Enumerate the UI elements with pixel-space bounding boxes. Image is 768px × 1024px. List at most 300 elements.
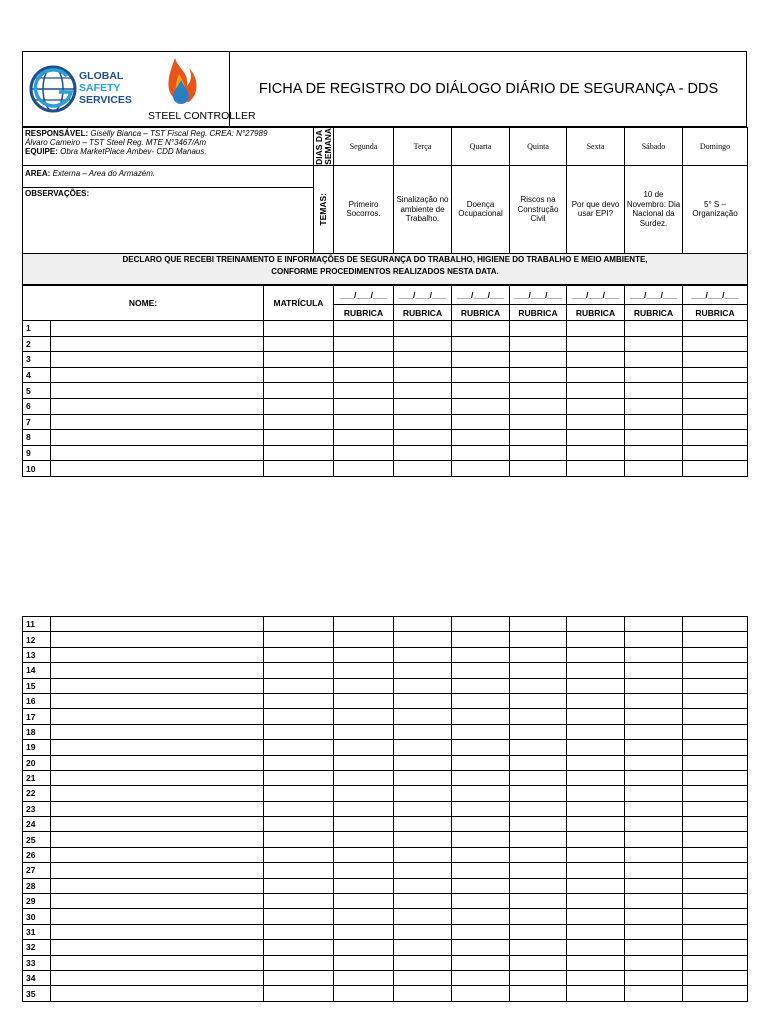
rubrica-segunda[interactable] bbox=[334, 755, 394, 770]
rubrica-quarta[interactable] bbox=[452, 801, 510, 816]
name-field[interactable] bbox=[51, 414, 264, 430]
rubrica-sexta[interactable] bbox=[567, 770, 625, 785]
rubrica-sexta[interactable] bbox=[567, 909, 625, 924]
rubrica-sabado[interactable] bbox=[625, 724, 683, 739]
matricula-field[interactable] bbox=[264, 367, 334, 383]
rubrica-terca[interactable] bbox=[394, 430, 452, 446]
name-field[interactable] bbox=[51, 445, 264, 461]
name-field[interactable] bbox=[51, 321, 264, 337]
rubrica-domingo[interactable] bbox=[683, 336, 748, 352]
matricula-field[interactable] bbox=[264, 924, 334, 939]
rubrica-domingo[interactable] bbox=[683, 632, 748, 647]
rubrica-sabado[interactable] bbox=[625, 894, 683, 909]
rubrica-sabado[interactable] bbox=[625, 352, 683, 368]
rubrica-terca[interactable] bbox=[394, 786, 452, 801]
rubrica-sabado[interactable] bbox=[625, 909, 683, 924]
name-field[interactable] bbox=[51, 970, 264, 985]
rubrica-domingo[interactable] bbox=[683, 430, 748, 446]
rubrica-terca[interactable] bbox=[394, 940, 452, 955]
matricula-field[interactable] bbox=[264, 709, 334, 724]
rubrica-sexta[interactable] bbox=[567, 786, 625, 801]
matricula-field[interactable] bbox=[264, 321, 334, 337]
rubrica-sexta[interactable] bbox=[567, 724, 625, 739]
rubrica-segunda[interactable] bbox=[334, 398, 394, 414]
rubrica-quarta[interactable] bbox=[452, 445, 510, 461]
matricula-field[interactable] bbox=[264, 647, 334, 662]
rubrica-terca[interactable] bbox=[394, 955, 452, 970]
rubrica-terca[interactable] bbox=[394, 336, 452, 352]
rubrica-sabado[interactable] bbox=[625, 986, 683, 1001]
rubrica-sabado[interactable] bbox=[625, 878, 683, 893]
rubrica-terca[interactable] bbox=[394, 847, 452, 862]
rubrica-sabado[interactable] bbox=[625, 461, 683, 477]
rubrica-terca[interactable] bbox=[394, 878, 452, 893]
rubrica-sexta[interactable] bbox=[567, 632, 625, 647]
rubrica-sexta[interactable] bbox=[567, 367, 625, 383]
rubrica-quarta[interactable] bbox=[452, 430, 510, 446]
rubrica-sabado[interactable] bbox=[625, 970, 683, 985]
rubrica-quinta[interactable] bbox=[510, 770, 567, 785]
rubrica-segunda[interactable] bbox=[334, 801, 394, 816]
rubrica-sexta[interactable] bbox=[567, 430, 625, 446]
rubrica-domingo[interactable] bbox=[683, 955, 748, 970]
rubrica-sabado[interactable] bbox=[625, 321, 683, 337]
rubrica-segunda[interactable] bbox=[334, 955, 394, 970]
date-field-segunda[interactable]: ___/___/___ bbox=[334, 285, 394, 305]
rubrica-segunda[interactable] bbox=[334, 693, 394, 708]
rubrica-domingo[interactable] bbox=[683, 817, 748, 832]
rubrica-sexta[interactable] bbox=[567, 647, 625, 662]
matricula-field[interactable] bbox=[264, 770, 334, 785]
rubrica-quarta[interactable] bbox=[452, 740, 510, 755]
rubrica-segunda[interactable] bbox=[334, 832, 394, 847]
name-field[interactable] bbox=[51, 367, 264, 383]
rubrica-quinta[interactable] bbox=[510, 709, 567, 724]
rubrica-quarta[interactable] bbox=[452, 878, 510, 893]
matricula-field[interactable] bbox=[264, 724, 334, 739]
rubrica-sabado[interactable] bbox=[625, 445, 683, 461]
rubrica-domingo[interactable] bbox=[683, 367, 748, 383]
rubrica-quinta[interactable] bbox=[510, 336, 567, 352]
rubrica-quinta[interactable] bbox=[510, 321, 567, 337]
name-field[interactable] bbox=[51, 894, 264, 909]
name-field[interactable] bbox=[51, 817, 264, 832]
rubrica-segunda[interactable] bbox=[334, 367, 394, 383]
rubrica-segunda[interactable] bbox=[334, 924, 394, 939]
rubrica-sabado[interactable] bbox=[625, 924, 683, 939]
rubrica-terca[interactable] bbox=[394, 321, 452, 337]
rubrica-sabado[interactable] bbox=[625, 632, 683, 647]
rubrica-sexta[interactable] bbox=[567, 847, 625, 862]
matricula-field[interactable] bbox=[264, 445, 334, 461]
rubrica-sabado[interactable] bbox=[625, 955, 683, 970]
rubrica-terca[interactable] bbox=[394, 970, 452, 985]
rubrica-segunda[interactable] bbox=[334, 709, 394, 724]
rubrica-terca[interactable] bbox=[394, 383, 452, 399]
rubrica-quinta[interactable] bbox=[510, 430, 567, 446]
name-field[interactable] bbox=[51, 383, 264, 399]
rubrica-quarta[interactable] bbox=[452, 352, 510, 368]
rubrica-quinta[interactable] bbox=[510, 847, 567, 862]
rubrica-domingo[interactable] bbox=[683, 617, 748, 632]
matricula-field[interactable] bbox=[264, 847, 334, 862]
rubrica-quinta[interactable] bbox=[510, 894, 567, 909]
rubrica-sabado[interactable] bbox=[625, 693, 683, 708]
rubrica-quarta[interactable] bbox=[452, 632, 510, 647]
rubrica-sexta[interactable] bbox=[567, 383, 625, 399]
rubrica-domingo[interactable] bbox=[683, 801, 748, 816]
rubrica-quarta[interactable] bbox=[452, 414, 510, 430]
rubrica-quinta[interactable] bbox=[510, 632, 567, 647]
rubrica-terca[interactable] bbox=[394, 617, 452, 632]
rubrica-sexta[interactable] bbox=[567, 678, 625, 693]
rubrica-quarta[interactable] bbox=[452, 986, 510, 1001]
rubrica-quarta[interactable] bbox=[452, 647, 510, 662]
rubrica-quinta[interactable] bbox=[510, 367, 567, 383]
rubrica-quinta[interactable] bbox=[510, 940, 567, 955]
matricula-field[interactable] bbox=[264, 461, 334, 477]
rubrica-domingo[interactable] bbox=[683, 709, 748, 724]
rubrica-segunda[interactable] bbox=[334, 909, 394, 924]
name-field[interactable] bbox=[51, 352, 264, 368]
rubrica-quinta[interactable] bbox=[510, 352, 567, 368]
rubrica-segunda[interactable] bbox=[334, 430, 394, 446]
rubrica-segunda[interactable] bbox=[334, 678, 394, 693]
rubrica-domingo[interactable] bbox=[683, 894, 748, 909]
name-field[interactable] bbox=[51, 724, 264, 739]
rubrica-quarta[interactable] bbox=[452, 398, 510, 414]
rubrica-terca[interactable] bbox=[394, 693, 452, 708]
rubrica-sexta[interactable] bbox=[567, 693, 625, 708]
name-field[interactable] bbox=[51, 678, 264, 693]
rubrica-segunda[interactable] bbox=[334, 724, 394, 739]
name-field[interactable] bbox=[51, 832, 264, 847]
name-field[interactable] bbox=[51, 786, 264, 801]
rubrica-sabado[interactable] bbox=[625, 398, 683, 414]
rubrica-terca[interactable] bbox=[394, 445, 452, 461]
rubrica-quinta[interactable] bbox=[510, 693, 567, 708]
rubrica-sexta[interactable] bbox=[567, 863, 625, 878]
rubrica-sexta[interactable] bbox=[567, 740, 625, 755]
matricula-field[interactable] bbox=[264, 678, 334, 693]
matricula-field[interactable] bbox=[264, 755, 334, 770]
rubrica-terca[interactable] bbox=[394, 755, 452, 770]
name-field[interactable] bbox=[51, 924, 264, 939]
rubrica-sexta[interactable] bbox=[567, 755, 625, 770]
matricula-field[interactable] bbox=[264, 970, 334, 985]
rubrica-sexta[interactable] bbox=[567, 986, 625, 1001]
rubrica-sexta[interactable] bbox=[567, 414, 625, 430]
rubrica-segunda[interactable] bbox=[334, 786, 394, 801]
rubrica-domingo[interactable] bbox=[683, 940, 748, 955]
date-field-sexta[interactable]: ___/___/___ bbox=[567, 285, 625, 305]
rubrica-terca[interactable] bbox=[394, 367, 452, 383]
rubrica-quarta[interactable] bbox=[452, 336, 510, 352]
rubrica-sexta[interactable] bbox=[567, 940, 625, 955]
rubrica-quinta[interactable] bbox=[510, 398, 567, 414]
name-field[interactable] bbox=[51, 709, 264, 724]
rubrica-segunda[interactable] bbox=[334, 878, 394, 893]
rubrica-terca[interactable] bbox=[394, 632, 452, 647]
rubrica-quarta[interactable] bbox=[452, 909, 510, 924]
matricula-field[interactable] bbox=[264, 740, 334, 755]
name-field[interactable] bbox=[51, 461, 264, 477]
rubrica-sexta[interactable] bbox=[567, 663, 625, 678]
name-field[interactable] bbox=[51, 740, 264, 755]
rubrica-domingo[interactable] bbox=[683, 663, 748, 678]
matricula-field[interactable] bbox=[264, 414, 334, 430]
rubrica-sexta[interactable] bbox=[567, 970, 625, 985]
rubrica-quinta[interactable] bbox=[510, 647, 567, 662]
rubrica-segunda[interactable] bbox=[334, 770, 394, 785]
rubrica-terca[interactable] bbox=[394, 909, 452, 924]
rubrica-quinta[interactable] bbox=[510, 617, 567, 632]
rubrica-segunda[interactable] bbox=[334, 445, 394, 461]
rubrica-sexta[interactable] bbox=[567, 617, 625, 632]
rubrica-sabado[interactable] bbox=[625, 663, 683, 678]
rubrica-sexta[interactable] bbox=[567, 461, 625, 477]
rubrica-domingo[interactable] bbox=[683, 724, 748, 739]
rubrica-terca[interactable] bbox=[394, 770, 452, 785]
name-field[interactable] bbox=[51, 755, 264, 770]
rubrica-quinta[interactable] bbox=[510, 817, 567, 832]
rubrica-quinta[interactable] bbox=[510, 383, 567, 399]
matricula-field[interactable] bbox=[264, 336, 334, 352]
rubrica-segunda[interactable] bbox=[334, 986, 394, 1001]
date-field-sabado[interactable]: ___/___/___ bbox=[625, 285, 683, 305]
rubrica-quarta[interactable] bbox=[452, 755, 510, 770]
matricula-field[interactable] bbox=[264, 863, 334, 878]
rubrica-quarta[interactable] bbox=[452, 617, 510, 632]
rubrica-sabado[interactable] bbox=[625, 832, 683, 847]
rubrica-domingo[interactable] bbox=[683, 786, 748, 801]
rubrica-sabado[interactable] bbox=[625, 336, 683, 352]
rubrica-terca[interactable] bbox=[394, 352, 452, 368]
rubrica-quarta[interactable] bbox=[452, 663, 510, 678]
rubrica-segunda[interactable] bbox=[334, 461, 394, 477]
name-field[interactable] bbox=[51, 863, 264, 878]
matricula-field[interactable] bbox=[264, 955, 334, 970]
rubrica-segunda[interactable] bbox=[334, 352, 394, 368]
rubrica-domingo[interactable] bbox=[683, 740, 748, 755]
matricula-field[interactable] bbox=[264, 398, 334, 414]
rubrica-segunda[interactable] bbox=[334, 383, 394, 399]
matricula-field[interactable] bbox=[264, 801, 334, 816]
name-field[interactable] bbox=[51, 847, 264, 862]
rubrica-quarta[interactable] bbox=[452, 863, 510, 878]
rubrica-terca[interactable] bbox=[394, 924, 452, 939]
rubrica-segunda[interactable] bbox=[334, 970, 394, 985]
rubrica-sexta[interactable] bbox=[567, 398, 625, 414]
rubrica-terca[interactable] bbox=[394, 414, 452, 430]
matricula-field[interactable] bbox=[264, 986, 334, 1001]
name-field[interactable] bbox=[51, 663, 264, 678]
rubrica-sexta[interactable] bbox=[567, 352, 625, 368]
rubrica-quarta[interactable] bbox=[452, 693, 510, 708]
rubrica-quarta[interactable] bbox=[452, 724, 510, 739]
rubrica-domingo[interactable] bbox=[683, 986, 748, 1001]
rubrica-sexta[interactable] bbox=[567, 924, 625, 939]
rubrica-sexta[interactable] bbox=[567, 817, 625, 832]
rubrica-quarta[interactable] bbox=[452, 678, 510, 693]
name-field[interactable] bbox=[51, 955, 264, 970]
rubrica-domingo[interactable] bbox=[683, 398, 748, 414]
date-field-terca[interactable]: ___/___/___ bbox=[394, 285, 452, 305]
matricula-field[interactable] bbox=[264, 894, 334, 909]
rubrica-sabado[interactable] bbox=[625, 678, 683, 693]
rubrica-quinta[interactable] bbox=[510, 678, 567, 693]
rubrica-quinta[interactable] bbox=[510, 878, 567, 893]
rubrica-sabado[interactable] bbox=[625, 383, 683, 399]
rubrica-sabado[interactable] bbox=[625, 786, 683, 801]
rubrica-sabado[interactable] bbox=[625, 414, 683, 430]
rubrica-terca[interactable] bbox=[394, 647, 452, 662]
rubrica-segunda[interactable] bbox=[334, 321, 394, 337]
name-field[interactable] bbox=[51, 398, 264, 414]
rubrica-segunda[interactable] bbox=[334, 940, 394, 955]
name-field[interactable] bbox=[51, 909, 264, 924]
rubrica-sexta[interactable] bbox=[567, 321, 625, 337]
rubrica-quarta[interactable] bbox=[452, 894, 510, 909]
rubrica-domingo[interactable] bbox=[683, 693, 748, 708]
rubrica-sabado[interactable] bbox=[625, 863, 683, 878]
rubrica-segunda[interactable] bbox=[334, 740, 394, 755]
name-field[interactable] bbox=[51, 770, 264, 785]
rubrica-quinta[interactable] bbox=[510, 909, 567, 924]
rubrica-domingo[interactable] bbox=[683, 678, 748, 693]
rubrica-quarta[interactable] bbox=[452, 786, 510, 801]
matricula-field[interactable] bbox=[264, 352, 334, 368]
rubrica-terca[interactable] bbox=[394, 724, 452, 739]
rubrica-domingo[interactable] bbox=[683, 970, 748, 985]
rubrica-sabado[interactable] bbox=[625, 647, 683, 662]
rubrica-sabado[interactable] bbox=[625, 617, 683, 632]
rubrica-quarta[interactable] bbox=[452, 817, 510, 832]
rubrica-domingo[interactable] bbox=[683, 847, 748, 862]
name-field[interactable] bbox=[51, 647, 264, 662]
rubrica-terca[interactable] bbox=[394, 801, 452, 816]
matricula-field[interactable] bbox=[264, 632, 334, 647]
rubrica-segunda[interactable] bbox=[334, 414, 394, 430]
matricula-field[interactable] bbox=[264, 663, 334, 678]
rubrica-terca[interactable] bbox=[394, 817, 452, 832]
rubrica-domingo[interactable] bbox=[683, 321, 748, 337]
rubrica-domingo[interactable] bbox=[683, 383, 748, 399]
rubrica-quinta[interactable] bbox=[510, 445, 567, 461]
date-field-quinta[interactable]: ___/___/___ bbox=[510, 285, 567, 305]
rubrica-domingo[interactable] bbox=[683, 770, 748, 785]
rubrica-segunda[interactable] bbox=[334, 847, 394, 862]
rubrica-segunda[interactable] bbox=[334, 817, 394, 832]
rubrica-sabado[interactable] bbox=[625, 801, 683, 816]
rubrica-terca[interactable] bbox=[394, 663, 452, 678]
rubrica-segunda[interactable] bbox=[334, 617, 394, 632]
rubrica-terca[interactable] bbox=[394, 832, 452, 847]
name-field[interactable] bbox=[51, 632, 264, 647]
rubrica-domingo[interactable] bbox=[683, 647, 748, 662]
rubrica-segunda[interactable] bbox=[334, 863, 394, 878]
rubrica-sabado[interactable] bbox=[625, 430, 683, 446]
rubrica-sabado[interactable] bbox=[625, 367, 683, 383]
date-field-quarta[interactable]: ___/___/___ bbox=[452, 285, 510, 305]
name-field[interactable] bbox=[51, 986, 264, 1001]
rubrica-domingo[interactable] bbox=[683, 909, 748, 924]
rubrica-quarta[interactable] bbox=[452, 770, 510, 785]
rubrica-domingo[interactable] bbox=[683, 414, 748, 430]
name-field[interactable] bbox=[51, 801, 264, 816]
rubrica-sexta[interactable] bbox=[567, 709, 625, 724]
rubrica-quarta[interactable] bbox=[452, 832, 510, 847]
rubrica-sabado[interactable] bbox=[625, 755, 683, 770]
matricula-field[interactable] bbox=[264, 909, 334, 924]
rubrica-quarta[interactable] bbox=[452, 847, 510, 862]
rubrica-quarta[interactable] bbox=[452, 955, 510, 970]
matricula-field[interactable] bbox=[264, 786, 334, 801]
rubrica-quarta[interactable] bbox=[452, 709, 510, 724]
rubrica-quinta[interactable] bbox=[510, 863, 567, 878]
rubrica-sexta[interactable] bbox=[567, 955, 625, 970]
rubrica-terca[interactable] bbox=[394, 461, 452, 477]
rubrica-terca[interactable] bbox=[394, 398, 452, 414]
rubrica-quinta[interactable] bbox=[510, 832, 567, 847]
rubrica-sabado[interactable] bbox=[625, 709, 683, 724]
matricula-field[interactable] bbox=[264, 383, 334, 399]
rubrica-quarta[interactable] bbox=[452, 940, 510, 955]
rubrica-quarta[interactable] bbox=[452, 367, 510, 383]
matricula-field[interactable] bbox=[264, 832, 334, 847]
rubrica-sexta[interactable] bbox=[567, 832, 625, 847]
rubrica-terca[interactable] bbox=[394, 863, 452, 878]
rubrica-segunda[interactable] bbox=[334, 647, 394, 662]
rubrica-segunda[interactable] bbox=[334, 663, 394, 678]
rubrica-sabado[interactable] bbox=[625, 740, 683, 755]
rubrica-quinta[interactable] bbox=[510, 724, 567, 739]
rubrica-sexta[interactable] bbox=[567, 445, 625, 461]
name-field[interactable] bbox=[51, 940, 264, 955]
rubrica-domingo[interactable] bbox=[683, 863, 748, 878]
rubrica-domingo[interactable] bbox=[683, 445, 748, 461]
rubrica-terca[interactable] bbox=[394, 740, 452, 755]
rubrica-terca[interactable] bbox=[394, 678, 452, 693]
rubrica-sabado[interactable] bbox=[625, 770, 683, 785]
rubrica-quinta[interactable] bbox=[510, 663, 567, 678]
rubrica-quinta[interactable] bbox=[510, 955, 567, 970]
rubrica-quinta[interactable] bbox=[510, 414, 567, 430]
rubrica-quinta[interactable] bbox=[510, 461, 567, 477]
rubrica-quinta[interactable] bbox=[510, 801, 567, 816]
rubrica-domingo[interactable] bbox=[683, 461, 748, 477]
rubrica-terca[interactable] bbox=[394, 709, 452, 724]
rubrica-segunda[interactable] bbox=[334, 894, 394, 909]
rubrica-sabado[interactable] bbox=[625, 817, 683, 832]
rubrica-domingo[interactable] bbox=[683, 832, 748, 847]
rubrica-quarta[interactable] bbox=[452, 383, 510, 399]
rubrica-sabado[interactable] bbox=[625, 847, 683, 862]
rubrica-domingo[interactable] bbox=[683, 755, 748, 770]
rubrica-sexta[interactable] bbox=[567, 878, 625, 893]
matricula-field[interactable] bbox=[264, 693, 334, 708]
rubrica-sexta[interactable] bbox=[567, 801, 625, 816]
matricula-field[interactable] bbox=[264, 817, 334, 832]
rubrica-segunda[interactable] bbox=[334, 632, 394, 647]
rubrica-quarta[interactable] bbox=[452, 321, 510, 337]
rubrica-sexta[interactable] bbox=[567, 336, 625, 352]
rubrica-quinta[interactable] bbox=[510, 986, 567, 1001]
rubrica-quarta[interactable] bbox=[452, 461, 510, 477]
matricula-field[interactable] bbox=[264, 940, 334, 955]
matricula-field[interactable] bbox=[264, 430, 334, 446]
rubrica-terca[interactable] bbox=[394, 894, 452, 909]
